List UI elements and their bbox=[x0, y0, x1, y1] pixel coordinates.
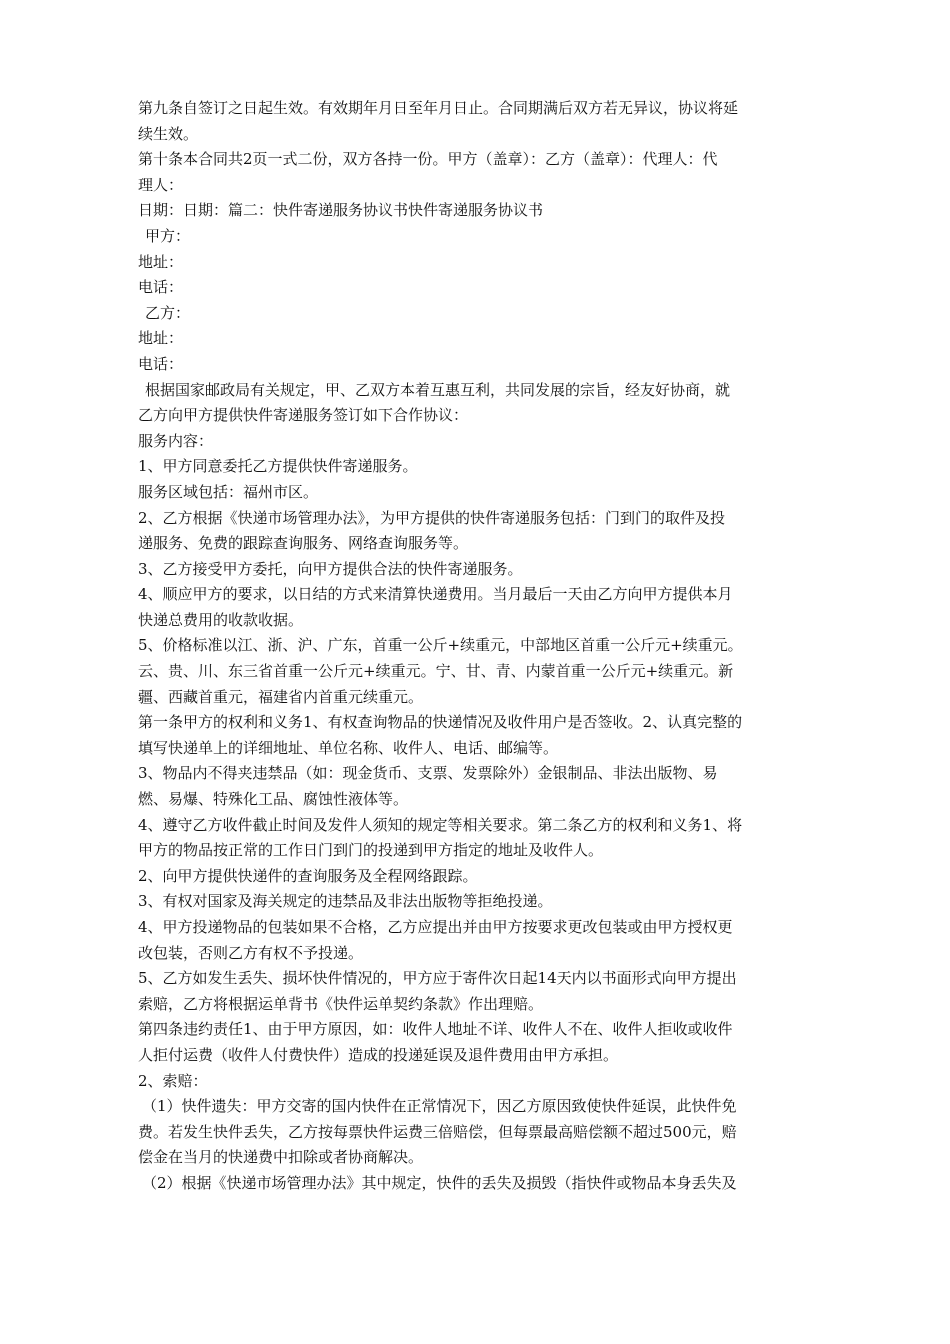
text-line: （2）根据《快递市场管理办法》其中规定，快件的丢失及损毁（指快件或物品本身丢失及 bbox=[142, 1173, 737, 1192]
text-line: 地址： bbox=[138, 329, 184, 348]
text-line: 服务内容： bbox=[138, 431, 214, 450]
text-line: 地址： bbox=[138, 252, 184, 271]
text-line: 疆、西藏首重元，福建省内首重元续重元。 bbox=[138, 687, 424, 706]
text-line: 5、价格标准以江、浙、沪、广东，首重一公斤+续重元，中部地区首重一公斤元+续重元。 bbox=[138, 636, 743, 655]
text-line: 第一条甲方的权利和义务1、有权查询物品的快递情况及收件用户是否签收。2、认真完整的 bbox=[138, 713, 743, 732]
text-line: 2、索赔： bbox=[138, 1071, 208, 1090]
text-line: 电话： bbox=[138, 354, 184, 373]
text-line: 乙方向甲方提供快件寄递服务签订如下合作协议： bbox=[138, 406, 469, 425]
text-line: 偿金在当月的快递费中扣除或者协商解决。 bbox=[138, 1148, 424, 1167]
text-line: 理人： bbox=[138, 175, 184, 194]
text-line: 1、甲方同意委托乙方提供快件寄递服务。 bbox=[138, 457, 418, 476]
text-line: 索赔，乙方将根据运单背书《快件运单契约条款》作出理赔。 bbox=[138, 994, 544, 1013]
text-line: 费。若发生快件丢失，乙方按每票快件运费三倍赔偿，但每票最高赔偿额不超过500元，赔 bbox=[138, 1122, 737, 1141]
document-page bbox=[138, 96, 828, 1197]
text-line: 3、有权对国家及海关规定的违禁品及非法出版物等拒绝投递。 bbox=[138, 892, 553, 911]
text-line: 日期：日期：篇二：快件寄递服务协议书快件寄递服务协议书 bbox=[138, 201, 544, 220]
text-line: 燃、易爆、特殊化工品、腐蚀性液体等。 bbox=[138, 790, 409, 809]
text-line: 乙方： bbox=[145, 303, 191, 322]
text-line: 云、贵、川、东三省首重一公斤元+续重元。宁、甘、青、内蒙首重一公斤元+续重元。新 bbox=[138, 662, 734, 681]
text-line: （1）快件遗失：甲方交寄的国内快件在正常情况下，因乙方原因致使快件延误，此快件免 bbox=[142, 1097, 737, 1116]
text-line: 5、乙方如发生丢失、损坏快件情况的，甲方应于寄件次日起14天内以书面形式向甲方提出 bbox=[138, 969, 737, 988]
text-line: 填写快递单上的详细地址、单位名称、收件人、电话、邮编等。 bbox=[138, 738, 559, 757]
text-line: 2、乙方根据《快递市场管理办法》，为甲方提供的快件寄递服务包括：门到门的取件及投 bbox=[138, 508, 726, 527]
text-line: 服务区域包括：福州市区。 bbox=[138, 482, 319, 501]
text-line: 人拒付运费（收件人付费快件）造成的投递延误及退件费用由甲方承担。 bbox=[138, 1045, 619, 1064]
text-line: 续生效。 bbox=[138, 124, 199, 143]
text-line: 2、向甲方提供快递件的查询服务及全程网络跟踪。 bbox=[138, 866, 478, 885]
text-line: 快递总费用的收款收据。 bbox=[138, 610, 304, 629]
text-line: 改包装，否则乙方有权不予投递。 bbox=[138, 943, 364, 962]
text-line: 甲方的物品按正常的工作日门到门的投递到甲方指定的地址及收件人。 bbox=[138, 841, 604, 860]
text-line: 4、甲方投递物品的包装如果不合格，乙方应提出并由甲方按要求更改包装或由甲方授权更 bbox=[138, 918, 733, 936]
text-line: 第九条自签订之日起生效。有效期年月日至年月日止。合同期满后双方若无异议，协议将延 bbox=[138, 99, 739, 117]
text-line: 根据国家邮政局有关规定，甲、乙双方本着互惠互利，共同发展的宗旨，经友好协商，就 bbox=[145, 380, 731, 399]
text-line: 甲方： bbox=[145, 226, 191, 245]
text-line: 4、遵守乙方收件截止时间及发件人须知的规定等相关要求。第二条乙方的权利和义务1、将 bbox=[138, 815, 743, 834]
text-line: 第十条本合同共2页一式二份，双方各持一份。甲方（盖章）：乙方（盖章）：代理人：代 bbox=[138, 150, 718, 169]
text-line: 4、顺应甲方的要求，以日结的方式来清算快递费用。当月最后一天由乙方向甲方提供本月 bbox=[138, 585, 733, 604]
text-line: 3、乙方接受甲方委托，向甲方提供合法的快件寄递服务。 bbox=[138, 559, 523, 578]
text-line: 递服务、免费的跟踪查询服务、网络查询服务等。 bbox=[138, 534, 469, 553]
text-line: 电话： bbox=[138, 278, 184, 297]
text-line: 3、物品内不得夹违禁品（如：现金货币、支票、发票除外）金银制品、非法出版物、易 bbox=[138, 764, 718, 783]
text-line: 第四条违约责任1、由于甲方原因，如：收件人地址不详、收件人不在、收件人拒收或收件 bbox=[138, 1020, 733, 1039]
